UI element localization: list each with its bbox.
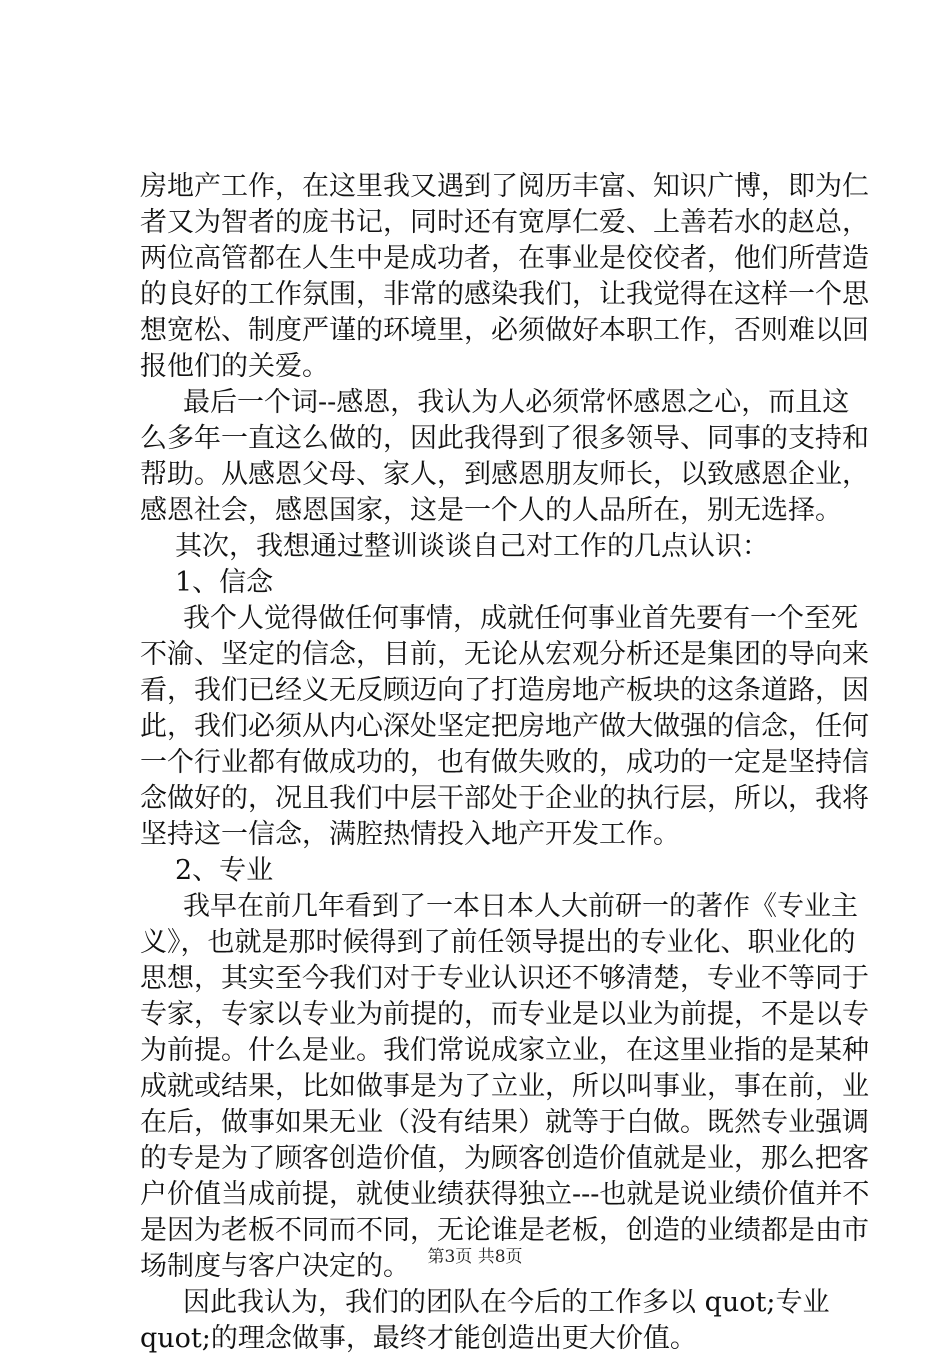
line-text: 1、信念 — [175, 567, 274, 598]
text-line — [0, 275, 950, 315]
text-line — [0, 419, 950, 459]
line-text: 2、专业 — [175, 855, 274, 886]
line-text: 感恩社会，感恩国家，这是一个人的人品所在，别无选择。 — [140, 495, 842, 526]
line-text: 者又为智者的庞书记，同时还有宽厚仁爱、上善若水的赵总， — [140, 207, 869, 238]
text-line — [0, 707, 950, 747]
line-text: 其次，我想通过整训谈谈自己对工作的几点认识： — [175, 531, 769, 562]
line-text: 房地产工作，在这里我又遇到了阅历丰富、知识广博，即为仁 — [140, 171, 869, 202]
line-text: 因此我认为，我们的团队在今后的工作多以 quot;专业 — [183, 1287, 830, 1318]
line-text: 两位高管都在人生中是成功者，在事业是佼佼者，他们所营造 — [140, 243, 869, 274]
line-text: 场制度与客户决定的。 — [140, 1251, 410, 1282]
text-line — [0, 239, 950, 279]
line-text: 户价值当成前提，就使业绩获得独立---也就是说业绩价值并不 — [140, 1179, 870, 1210]
text-line — [0, 599, 950, 639]
line-text: 思想，其实至今我们对于专业认识还不够清楚，专业不等同于 — [140, 963, 869, 994]
text-line — [0, 959, 950, 999]
text-line — [0, 1175, 950, 1215]
text-line — [0, 563, 950, 603]
text-line — [0, 1319, 950, 1359]
text-line — [0, 1139, 950, 1179]
line-text: 么多年一直这么做的，因此我得到了很多领导、同事的支持和 — [140, 423, 869, 454]
line-text: quot;的理念做事，最终才能创造出更大价值。 — [140, 1323, 697, 1354]
text-line — [0, 1103, 950, 1143]
text-line — [0, 779, 950, 819]
line-text: 想宽松、制度严谨的环境里，必须做好本职工作，否则难以回 — [140, 315, 869, 346]
line-text: 帮助。从感恩父母、家人，到感恩朋友师长，以致感恩企业， — [140, 459, 869, 490]
line-text: 义》，也就是那时候得到了前任领导提出的专业化、职业化的 — [140, 927, 856, 958]
line-text: 在后，做事如果无业（没有结果）就等于白做。既然专业强调 — [140, 1107, 869, 1138]
line-text: 我早在前几年看到了一本日本人大前研一的著作《专业主 — [183, 891, 858, 922]
text-line — [0, 491, 950, 531]
text-line — [0, 995, 950, 1035]
line-text: 的专是为了顾客创造价值，为顾客创造价值就是业，那么把客 — [140, 1143, 869, 1174]
text-line — [0, 527, 950, 567]
text-line — [0, 671, 950, 711]
text-line — [0, 743, 950, 783]
text-line — [0, 455, 950, 495]
text-line — [0, 635, 950, 675]
line-text: 念做好的，况且我们中层干部处于企业的执行层，所以，我将 — [140, 783, 869, 814]
text-line — [0, 311, 950, 351]
line-text: 报他们的关爱。 — [140, 351, 329, 382]
text-line — [0, 851, 950, 891]
text-line — [0, 203, 950, 243]
text-line — [0, 887, 950, 927]
line-text: 不渝、坚定的信念，目前，无论从宏观分析还是集团的导向来 — [140, 639, 869, 670]
text-line — [0, 1283, 950, 1323]
line-text: 看，我们已经义无反顾迈向了打造房地产板块的这条道路，因 — [140, 675, 869, 706]
line-text: 是因为老板不同而不同，无论谁是老板，创造的业绩都是由市 — [140, 1215, 869, 1246]
text-line — [0, 1031, 950, 1071]
line-text: 专家，专家以专业为前提的，而专业是以业为前提，不是以专 — [140, 999, 869, 1030]
line-text: 坚持这一信念，满腔热情投入地产开发工作。 — [140, 819, 680, 850]
text-line — [0, 1067, 950, 1107]
line-text: 的良好的工作氛围，非常的感染我们，让我觉得在这样一个思 — [140, 279, 869, 310]
line-text: 为前提。什么是业。我们常说成家立业，在这里业指的是某种 — [140, 1035, 869, 1066]
line-text: 最后一个词--感恩，我认为人必须常怀感恩之心，而且这 — [183, 387, 850, 418]
line-text: 一个行业都有做成功的，也有做失败的，成功的一定是坚持信 — [140, 747, 869, 778]
page-number: 第3页 共8页 — [427, 1247, 523, 1267]
text-line — [0, 923, 950, 963]
text-line — [0, 167, 950, 207]
text-line — [0, 383, 950, 423]
line-text: 此，我们必须从内心深处坚定把房地产做大做强的信念，任何 — [140, 711, 869, 742]
text-line — [0, 347, 950, 387]
text-line — [0, 815, 950, 855]
line-text: 成就或结果，比如做事是为了立业，所以叫事业，事在前，业 — [140, 1071, 869, 1102]
line-text: 我个人觉得做任何事情，成就任何事业首先要有一个至死 — [183, 603, 858, 634]
